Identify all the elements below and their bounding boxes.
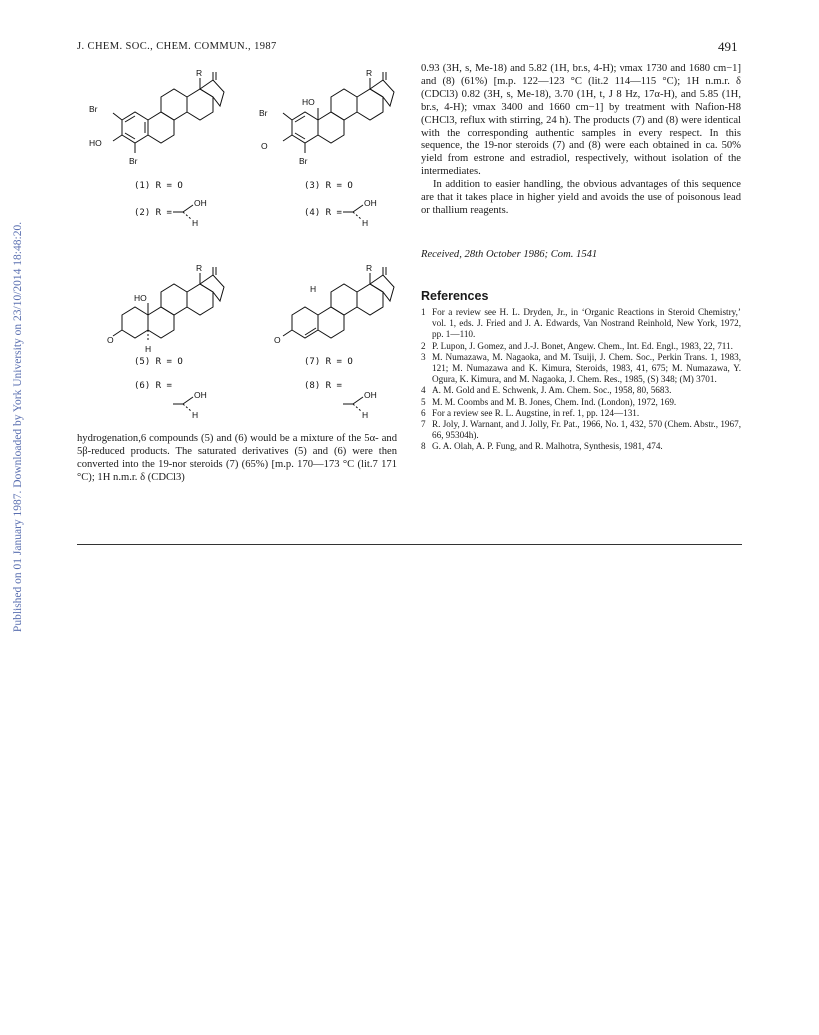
reference-item: 7 R. Joly, J. Warnant, and J. Jolly, Fr. Pat., 1966, No. 1, 432, 570 (Chem. Abstr., 1967, 66, 95304h). xyxy=(421,419,741,441)
structure-1-2 xyxy=(113,72,224,153)
atom-ho-3: HO xyxy=(302,97,315,107)
oh-8: OH xyxy=(364,390,377,400)
reference-item: 1 For a review see H. L. Dryden, Jr., in ‘Organic Reactions in Steroid Chemistry,’ vol. 1, eds. J. Fried and J. A. Edwards, Van Nostrand Reinhold, New York, 1972, pp. 1—110. xyxy=(421,307,741,340)
atom-r-3: R xyxy=(366,68,373,78)
atom-ho-5: HO xyxy=(134,293,147,303)
compound-label-5: (5) R = O xyxy=(134,357,183,367)
h-8: H xyxy=(362,410,369,420)
compound-label-7: (7) R = O xyxy=(304,357,353,367)
reference-item: 3 M. Numazawa, M. Nagaoka, and M. Tsuiji, J. Chem. Soc., Perkin Trans. 1, 1983, 121; M. Numazawa and K. Kimura, Steroids, 1983, 41, 675; M. Numazawa, Y. Ogura, K. Kimura, and M. Nagaoka, J. Chem. Res., 1985, (S) 348; (M) 3701. xyxy=(421,351,741,385)
compound-label-2: (2) R = xyxy=(134,208,172,218)
side-chain-6 xyxy=(173,397,193,411)
h-6: H xyxy=(192,410,199,420)
structure-5-6 xyxy=(113,267,224,342)
atom-h-5: H xyxy=(145,344,152,354)
atom-o-7: O xyxy=(274,335,281,345)
h-4: H xyxy=(362,218,369,228)
atom-r-5: R xyxy=(196,263,203,273)
download-watermark: Published on 01 January 1987. Downloaded by York University on 23/10/2014 18:48:20. xyxy=(12,221,24,633)
atom-ho-1: HO xyxy=(89,138,102,148)
compound-label-8: (8) R = xyxy=(304,381,342,391)
compound-label-6: (6) R = xyxy=(134,381,172,391)
side-chain-4 xyxy=(343,205,363,219)
received-line: Received, 28th October 1986; Com. 1541 xyxy=(421,249,598,260)
references-list xyxy=(421,307,741,453)
page-bottom-rule xyxy=(77,544,742,545)
h-2: H xyxy=(192,218,199,228)
reference-item: 6 For a review see R. L. Augstine, in ref. 1, pp. 124—131. xyxy=(421,407,640,418)
oh-4: OH xyxy=(364,198,377,208)
atom-r-7: R xyxy=(366,263,373,273)
structure-7-8 xyxy=(283,267,394,338)
body-paragraph-1: 0.93 (3H, s, Me-18) and 5.82 (1H, br.s, 4-H); νmax 1730 and 1680 cm−1] and (8) (61%) [m.p. 122—123 °C (lit.2 114—115 °C); 1H n.m.r. δ (CDCl3) 0.82 (3H, s, Me-18), 3.70 (1H, t, J 8 Hz, 17α-H), and 5.85 (1H, br.s, 4-H); νmax 3400 and 1660 cm−1] by treatment with Nafion-H8 (CHCl3, reflux with stirring, 24 h). The products (7) and (8) were identical with the corresponding authentic samples in every respect. In this sequence, the 19-nor steroids (7) and (8) were each obtained in ca. 50% yield from estrone and estradiol, respectively, without isolation of the intermediates. xyxy=(421,63,741,178)
reference-item: 2 P. Lupon, J. Gomez, and J.-J. Bonet, Angew. Chem., Int. Ed. Engl., 1983, 22, 711. xyxy=(421,340,733,351)
atom-br-1a: Br xyxy=(89,104,98,114)
atom-h-7: H xyxy=(310,284,317,294)
side-chain-2 xyxy=(173,205,193,219)
compound-label-3: (3) R = O xyxy=(304,181,353,191)
compound-label-1: (1) R = O xyxy=(134,181,183,191)
side-chain-8 xyxy=(343,397,363,411)
atom-r-1: R xyxy=(196,68,203,78)
atom-br-3a: Br xyxy=(259,108,268,118)
body-paragraph-2: In addition to easier handling, the obvious advantages of this sequence are that it takes place in higher yield and avoids the use of poisonous lead or thallium reagents. xyxy=(421,179,741,216)
structure-3-4 xyxy=(283,72,394,153)
left-column-body: hydrogenation,6 compounds (5) and (6) would be a mixture of the 5α- and 5β-reduced products. The saturated derivatives (5) and (6) were then converted into the 19-nor steroids (7) (65%) [m.p. 170—173 °C (lit.7 171 °C); 1H n.m.r. δ (CDCl3) xyxy=(77,433,397,483)
atom-o-3: O xyxy=(261,141,268,151)
references-heading: References xyxy=(421,289,489,303)
atom-o-5: O xyxy=(107,335,114,345)
right-column-body xyxy=(421,63,741,218)
compound-label-4: (4) R = xyxy=(304,208,342,218)
reference-item: 4 A. M. Gold and E. Schwenk, J. Am. Chem. Soc., 1958, 80, 5683. xyxy=(421,385,672,396)
steroid-structures-figure xyxy=(77,60,407,420)
journal-header: J. CHEM. SOC., CHEM. COMMUN., 1987 xyxy=(77,41,277,52)
oh-2: OH xyxy=(194,198,207,208)
atom-br-1b: Br xyxy=(129,156,138,166)
reference-item: 8 G. A. Olah, A. P. Fung, and R. Malhotra, Synthesis, 1981, 474. xyxy=(421,441,663,452)
atom-br-3b: Br xyxy=(299,156,308,166)
oh-6: OH xyxy=(194,390,207,400)
reference-item: 5 M. M. Coombs and M. B. Jones, Chem. Ind. (London), 1972, 169. xyxy=(421,396,677,407)
page-number: 491 xyxy=(718,39,738,54)
